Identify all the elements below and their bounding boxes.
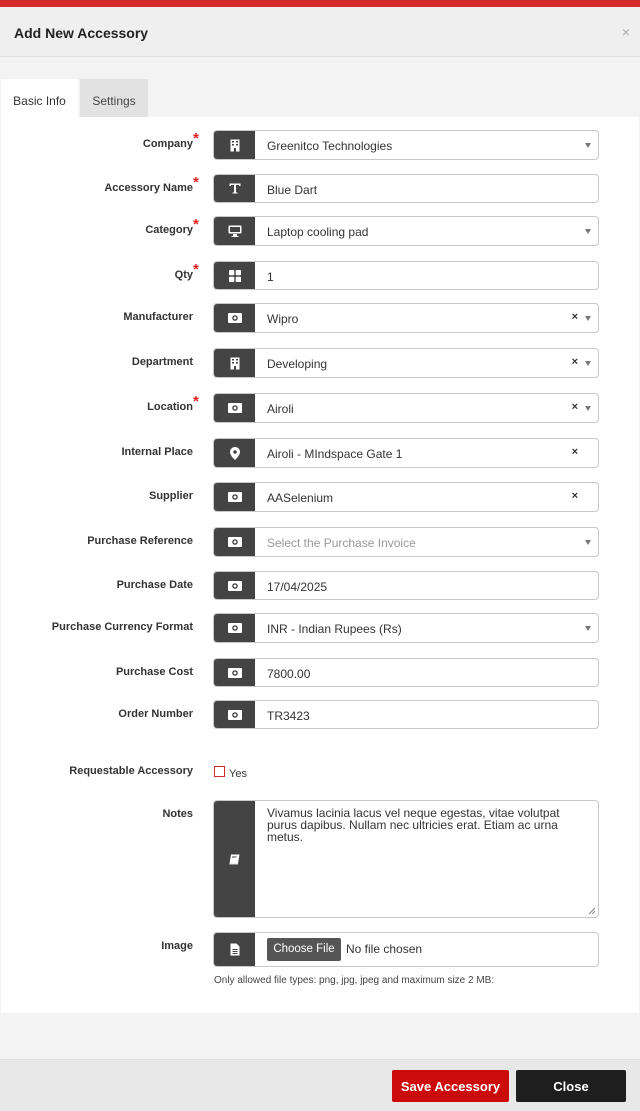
close-icon[interactable]: ×: [621, 24, 630, 40]
money-icon: [214, 528, 255, 556]
purchase-reference-row: [1, 527, 639, 559]
form-panel: [1, 117, 639, 1013]
department-value: Developing: [267, 357, 328, 371]
purchase-cost-row: [1, 658, 639, 690]
location-label: Location: [147, 401, 193, 413]
purchase-reference-placeholder: Select the Purchase Invoice: [267, 536, 416, 550]
manufacturer-value: Wipro: [267, 312, 299, 326]
save-accessory-button[interactable]: Save Accessory: [392, 1070, 509, 1102]
internal-place-select[interactable]: [213, 438, 599, 468]
supplier-select[interactable]: [213, 482, 599, 512]
image-file-input[interactable]: [213, 932, 599, 967]
book-icon: [214, 801, 255, 917]
supplier-value: AASelenium: [267, 491, 334, 505]
qty-row: [1, 261, 639, 293]
clear-icon[interactable]: ×: [571, 311, 578, 323]
internal-place-row: [1, 438, 639, 470]
modal-title: Add New Accessory: [14, 25, 149, 41]
accessory-name-value: Blue Dart: [267, 183, 318, 197]
order-number-input[interactable]: [213, 700, 599, 729]
purchase-date-label: Purchase Date: [116, 579, 193, 591]
clear-icon[interactable]: ×: [571, 490, 578, 502]
supplier-row: [1, 482, 639, 514]
notes-textarea[interactable]: [213, 800, 599, 918]
clear-icon[interactable]: ×: [571, 401, 578, 413]
qty-input[interactable]: [213, 261, 599, 290]
location-select[interactable]: [213, 393, 599, 423]
top-accent-bar: [0, 0, 640, 7]
chevron-down-icon[interactable]: [585, 540, 591, 545]
purchase-reference-select[interactable]: [213, 527, 599, 557]
notes-value: Vivamus lacinia lacus vel neque egestas, vitae volutpat purus dapibus. Nullam nec ultricies erat. Etiam ac urna metus.: [267, 806, 560, 844]
purchase-cost-input[interactable]: [213, 658, 599, 687]
money-icon: [214, 572, 255, 599]
resize-handle-icon[interactable]: [588, 907, 596, 915]
clear-icon[interactable]: ×: [571, 356, 578, 368]
chevron-down-icon[interactable]: [585, 143, 591, 148]
category-row: [1, 216, 639, 248]
department-select[interactable]: [213, 348, 599, 378]
required-mark: *: [193, 261, 199, 278]
company-label: Company: [142, 138, 193, 150]
text-icon: [214, 175, 255, 202]
category-label: Category: [145, 224, 193, 236]
money-icon: [214, 304, 255, 332]
choose-file-button[interactable]: Choose File: [267, 938, 341, 961]
chevron-down-icon[interactable]: [585, 229, 591, 234]
money-icon: [214, 659, 255, 686]
file-icon: [214, 933, 255, 966]
manufacturer-row: [1, 303, 639, 335]
supplier-label: Supplier: [148, 490, 193, 502]
tab-basic-info[interactable]: Basic Info: [1, 79, 78, 117]
image-row: [1, 932, 639, 964]
money-icon: [214, 701, 255, 728]
company-row: [1, 130, 639, 162]
company-select[interactable]: [213, 130, 599, 160]
manufacturer-select[interactable]: [213, 303, 599, 333]
requestable-checkbox[interactable]: [214, 766, 225, 777]
purchase-currency-select[interactable]: [213, 613, 599, 643]
qty-value: 1: [267, 270, 274, 284]
internal-place-value: Airoli - MIndspace Gate 1: [267, 447, 403, 461]
chevron-down-icon[interactable]: [585, 361, 591, 366]
order-number-value: TR3423: [267, 709, 310, 723]
category-select[interactable]: [213, 216, 599, 246]
desktop-icon: [214, 217, 255, 245]
required-mark: *: [193, 130, 199, 147]
building-icon: [214, 349, 255, 377]
requestable-row: [1, 762, 639, 794]
chevron-down-icon[interactable]: [585, 406, 591, 411]
modal-footer: [0, 1059, 640, 1111]
accessory-name-input[interactable]: [213, 174, 599, 203]
requestable-option-label[interactable]: Yes: [229, 768, 247, 780]
purchase-cost-label: Purchase Cost: [115, 666, 193, 678]
tab-settings[interactable]: Settings: [80, 79, 148, 117]
accessory-name-label: Accessory Name: [104, 182, 193, 194]
chevron-down-icon[interactable]: [585, 626, 591, 631]
chevron-down-icon[interactable]: [585, 316, 591, 321]
money-icon: [214, 394, 255, 422]
purchase-currency-row: [1, 613, 639, 645]
notes-label: Notes: [162, 808, 193, 820]
required-mark: *: [193, 393, 199, 410]
department-row: [1, 348, 639, 380]
qty-label: Qty: [174, 269, 193, 281]
requestable-label: Requestable Accessory: [69, 765, 193, 777]
building-icon: [214, 131, 255, 159]
purchase-currency-value: INR - Indian Rupees (Rs): [267, 622, 402, 636]
money-icon: [214, 614, 255, 642]
order-number-row: [1, 700, 639, 732]
money-icon: [214, 483, 255, 511]
purchase-date-value: 17/04/2025: [267, 580, 328, 594]
grid-icon: [214, 262, 255, 289]
purchase-currency-label: Purchase Currency Format: [51, 621, 193, 633]
notes-row: [1, 800, 639, 918]
purchase-cost-value: 7800.00: [267, 667, 311, 681]
tab-bar: [0, 79, 640, 117]
company-value: Greenitco Technologies: [267, 139, 393, 153]
required-mark: *: [193, 216, 199, 233]
modal-header: [0, 7, 640, 57]
internal-place-label: Internal Place: [121, 446, 193, 458]
map-marker-icon: [214, 439, 255, 467]
file-status: No file chosen: [346, 942, 423, 956]
location-value: Airoli: [267, 402, 294, 416]
location-row: [1, 393, 639, 425]
order-number-label: Order Number: [118, 708, 193, 720]
purchase-date-input[interactable]: [213, 571, 599, 600]
accessory-name-row: [1, 174, 639, 206]
category-value: Laptop cooling pad: [267, 225, 369, 239]
manufacturer-label: Manufacturer: [123, 311, 193, 323]
close-button[interactable]: Close: [516, 1070, 626, 1102]
clear-icon[interactable]: ×: [571, 446, 578, 458]
purchase-date-row: [1, 571, 639, 603]
required-mark: *: [193, 174, 199, 191]
image-label: Image: [161, 940, 193, 952]
department-label: Department: [131, 356, 193, 368]
purchase-reference-label: Purchase Reference: [87, 535, 193, 547]
image-help-text: Only allowed file types: png, jpg, jpeg and maximum size 2 MB:: [214, 975, 495, 986]
